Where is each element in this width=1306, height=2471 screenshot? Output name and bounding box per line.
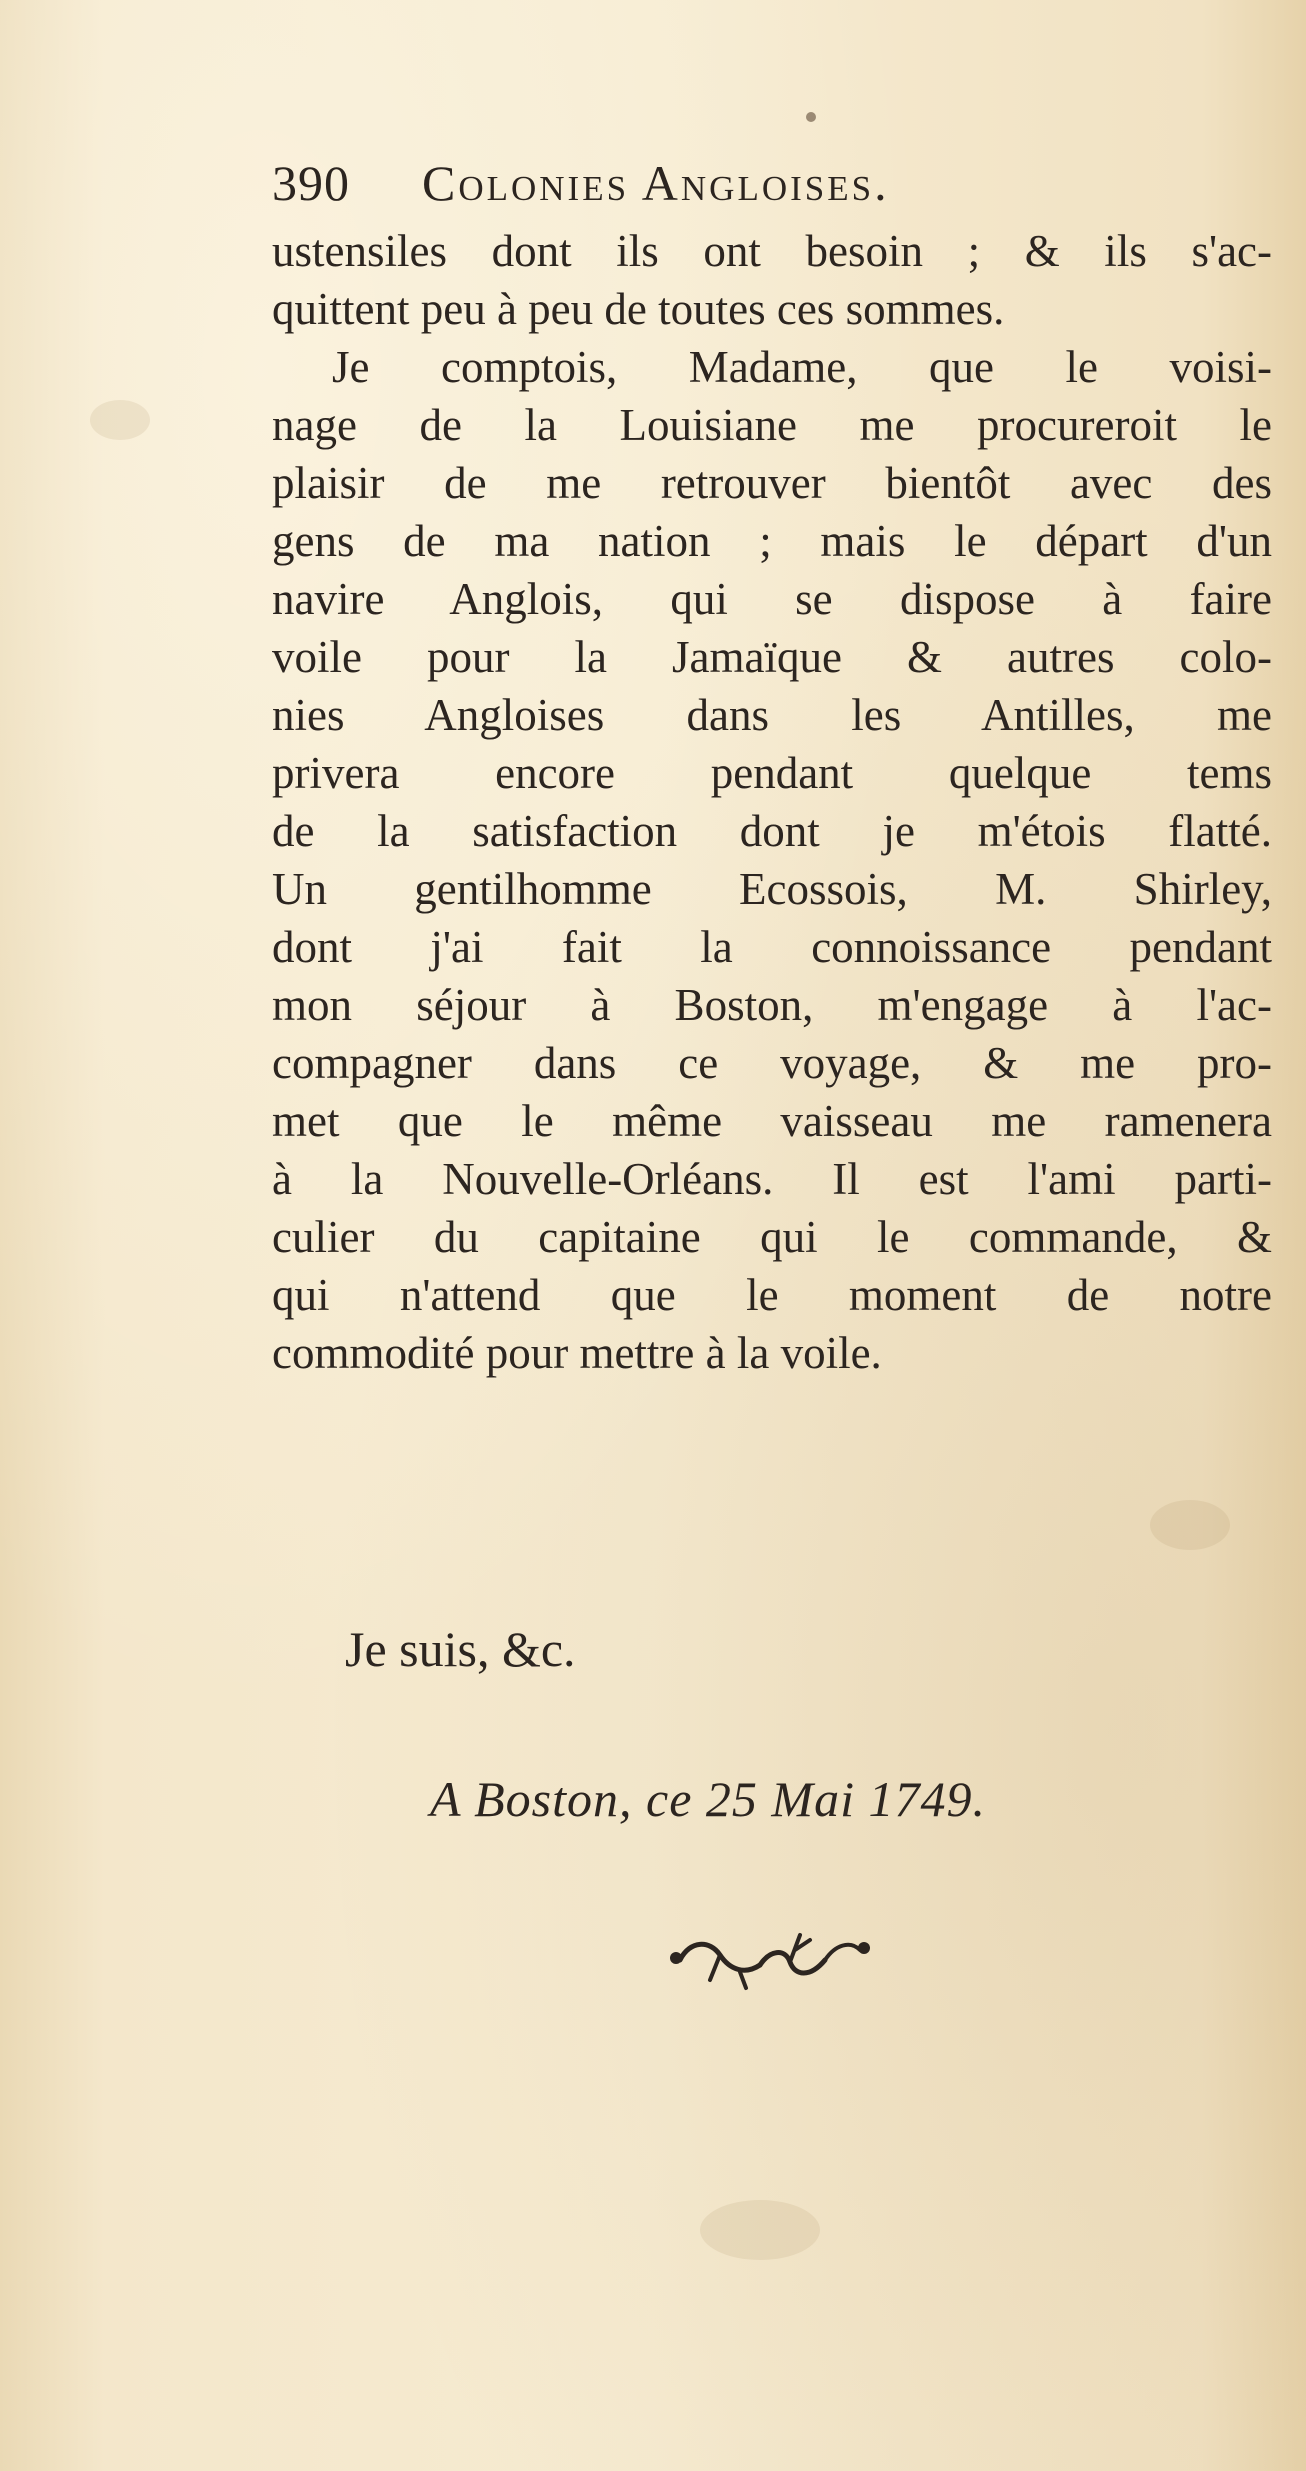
- body-text: [272, 222, 1272, 1382]
- text-line: quittent peu à peu de toutes ces sommes.: [272, 284, 1005, 334]
- text-line: commodité pour mettre à la voile.: [272, 1328, 882, 1378]
- running-header: [272, 154, 1272, 224]
- paper-stain: [700, 2200, 820, 2260]
- text-line: Je comptois, Madame, que le voisi-: [332, 342, 1272, 392]
- closing-salutation: Je suis, &c.: [345, 1621, 576, 1677]
- text-line: privera encore pendant quelque tems: [272, 748, 1272, 798]
- page-number: 390: [272, 155, 350, 211]
- text-line: voile pour la Jamaïque & autres colo-: [272, 632, 1272, 682]
- text-line: navire Anglois, qui se dispose à faire: [272, 574, 1272, 624]
- running-title: Colonies Angloises.: [422, 155, 890, 211]
- text-line: à la Nouvelle-Orléans. Il est l'ami parti-: [272, 1154, 1272, 1204]
- ink-dot: [806, 112, 816, 122]
- text-line: nies Angloises dans les Antilles, me: [272, 690, 1272, 740]
- text-line: nage de la Louisiane me procureroit le: [272, 400, 1272, 450]
- tailpiece-ornament-icon: [650, 1920, 890, 2000]
- text-line: Un gentilhomme Ecossois, M. Shirley,: [272, 864, 1272, 914]
- text-line: plaisir de me retrouver bientôt avec des: [272, 458, 1272, 508]
- text-line: qui n'attend que le moment de notre: [272, 1270, 1272, 1320]
- text-line: culier du capitaine qui le commande, &: [272, 1212, 1272, 1262]
- paper-stain: [1150, 1500, 1230, 1550]
- text-line: dont j'ai fait la connoissance pendant: [272, 922, 1272, 972]
- text-line: met que le même vaisseau me ramenera: [272, 1096, 1272, 1146]
- text-line: de la satisfaction dont je m'étois flatté.: [272, 806, 1272, 856]
- dateline: A Boston, ce 25 Mai 1749.: [430, 1771, 986, 1827]
- paper-stain: [90, 400, 150, 440]
- text-line: gens de ma nation ; mais le départ d'un: [272, 516, 1272, 566]
- text-line: ustensiles dont ils ont besoin ; & ils s'ac-: [272, 226, 1272, 276]
- text-line: compagner dans ce voyage, & me pro-: [272, 1038, 1272, 1088]
- text-line: mon séjour à Boston, m'engage à l'ac-: [272, 980, 1272, 1030]
